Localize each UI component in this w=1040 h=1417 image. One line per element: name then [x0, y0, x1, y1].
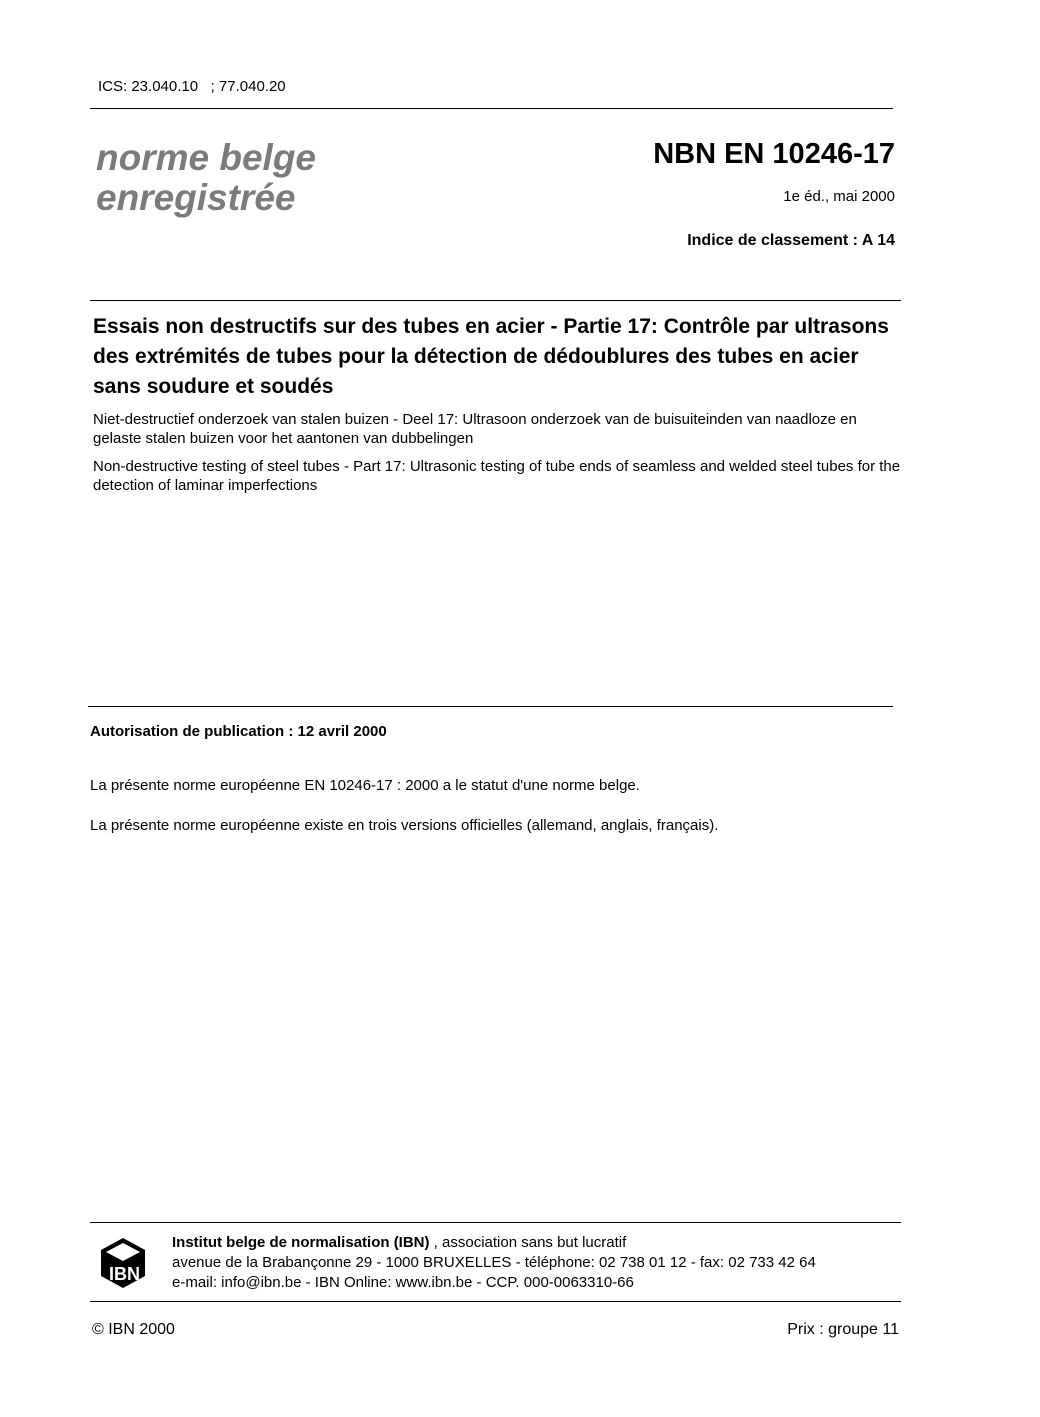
- brand-line-1: norme belge: [96, 137, 316, 178]
- copyright: © IBN 2000: [92, 1321, 175, 1338]
- standard-number: NBN EN 10246-17: [653, 138, 895, 170]
- institute-address: avenue de la Brabançonne 29 - 1000 BRUXELLES - téléphone: 02 738 01 12 - fax: 02 733 42 64: [172, 1254, 816, 1271]
- brand-title: [96, 138, 316, 218]
- institute-contact: e-mail: info@ibn.be - IBN Online: www.ibn.be - CCP. 000-0063310-66: [172, 1274, 634, 1291]
- institute-divider: [90, 1222, 901, 1223]
- publication-divider: [88, 706, 893, 707]
- publication-authorisation: Autorisation de publication : 12 avril 2000: [90, 723, 387, 740]
- price-group: Prix : groupe 11: [787, 1321, 899, 1338]
- top-divider: [90, 108, 893, 109]
- ics-code: ICS: 23.040.10 ; 77.040.20: [98, 78, 286, 95]
- footer-divider: [90, 1301, 901, 1302]
- versions-paragraph: La présente norme européenne existe en trois versions officielles (allemand, anglais, français).: [90, 817, 719, 834]
- classification-index: Indice de classement : A 14: [687, 232, 895, 249]
- edition-date: 1e éd., mai 2000: [783, 188, 895, 205]
- institute-name-line: [172, 1233, 816, 1253]
- status-paragraph: La présente norme européenne EN 10246-17 : 2000 a le statut d'une norme belge.: [90, 777, 640, 794]
- title-divider: [90, 300, 901, 301]
- brand-line-2: enregistrée: [96, 177, 296, 218]
- institute-type: , association sans but lucratif: [429, 1234, 627, 1251]
- institute-info: [172, 1233, 816, 1293]
- ibn-logo-icon: [98, 1236, 148, 1290]
- title-dutch: Niet-destructief onderzoek van stalen buizen - Deel 17: Ultrasoon onderzoek van de buisuiteinden van naadloze en gelaste stalen buizen voor het aantonen van dubbelingen: [93, 411, 857, 447]
- institute-name: Institut belge de normalisation (IBN): [172, 1234, 430, 1251]
- title-english: Non-destructive testing of steel tubes - Part 17: Ultrasonic testing of tube ends of seamless and welded steel tubes for the detection of laminar imperfections: [93, 458, 901, 494]
- title-french: Essais non destructifs sur des tubes en acier - Partie 17: Contrôle par ultrasons des extrémités de tubes pour la détection de dédoublures des tubes en acier sans soudure et soudés: [93, 315, 889, 398]
- logo-text: IBN: [109, 1264, 140, 1284]
